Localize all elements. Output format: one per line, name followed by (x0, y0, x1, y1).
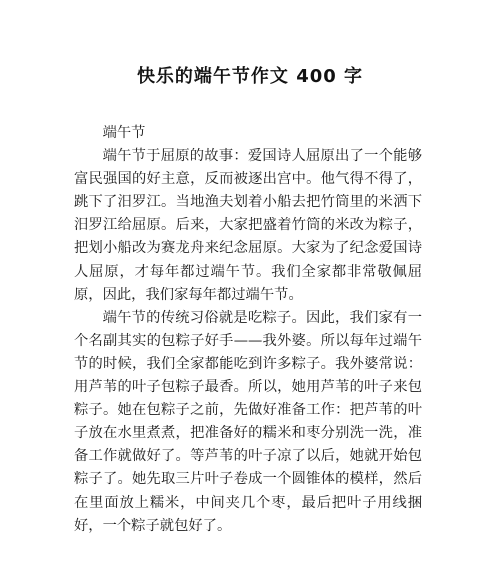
document-body (74, 122, 422, 538)
document-title: 快乐的端午节作文 400 字 (136, 66, 364, 87)
section-heading: 端午节 (102, 125, 146, 141)
paragraph: 端午节的传统习俗就是吃粽子。因此，我们家有一个名副其实的包粽子好手——我外婆。所以每年过端午节的时候，我们全家都能吃到许多粽子。我外婆常说：用芦苇的叶子包粽子最香。所以，她用芦苇的叶子来包粽子。她在包粽子之前，先做好准备工作：把芦苇的叶子放在水里煮煮，把准备好的糯米和枣分别洗一洗，准备工作就做好了。等芦苇的叶子凉了以后，她就开始包粽子了。她先取三片叶子卷成一个圆锥体的模样，然后在里面放上糯米，中间夹几个枣，最后把叶子用线捆好，一个粽子就包好了。 (74, 309, 422, 534)
paragraph: 端午节于屈原的故事：爱国诗人屈原出了一个能够富民强国的好主意，反而被逐出宫中。他气得不得了，跳下了汨罗江。当地渔夫划着小船去把竹筒里的米洒下汨罗江给屈原。后来，大家把盛着竹筒的米改为粽子，把划小船改为赛龙舟来纪念屈原。大家为了纪念爱国诗人屈原，才每年都过端午节。我们全家都非常敬佩屈原，因此，我们家每年都过端午节。 (74, 148, 422, 303)
